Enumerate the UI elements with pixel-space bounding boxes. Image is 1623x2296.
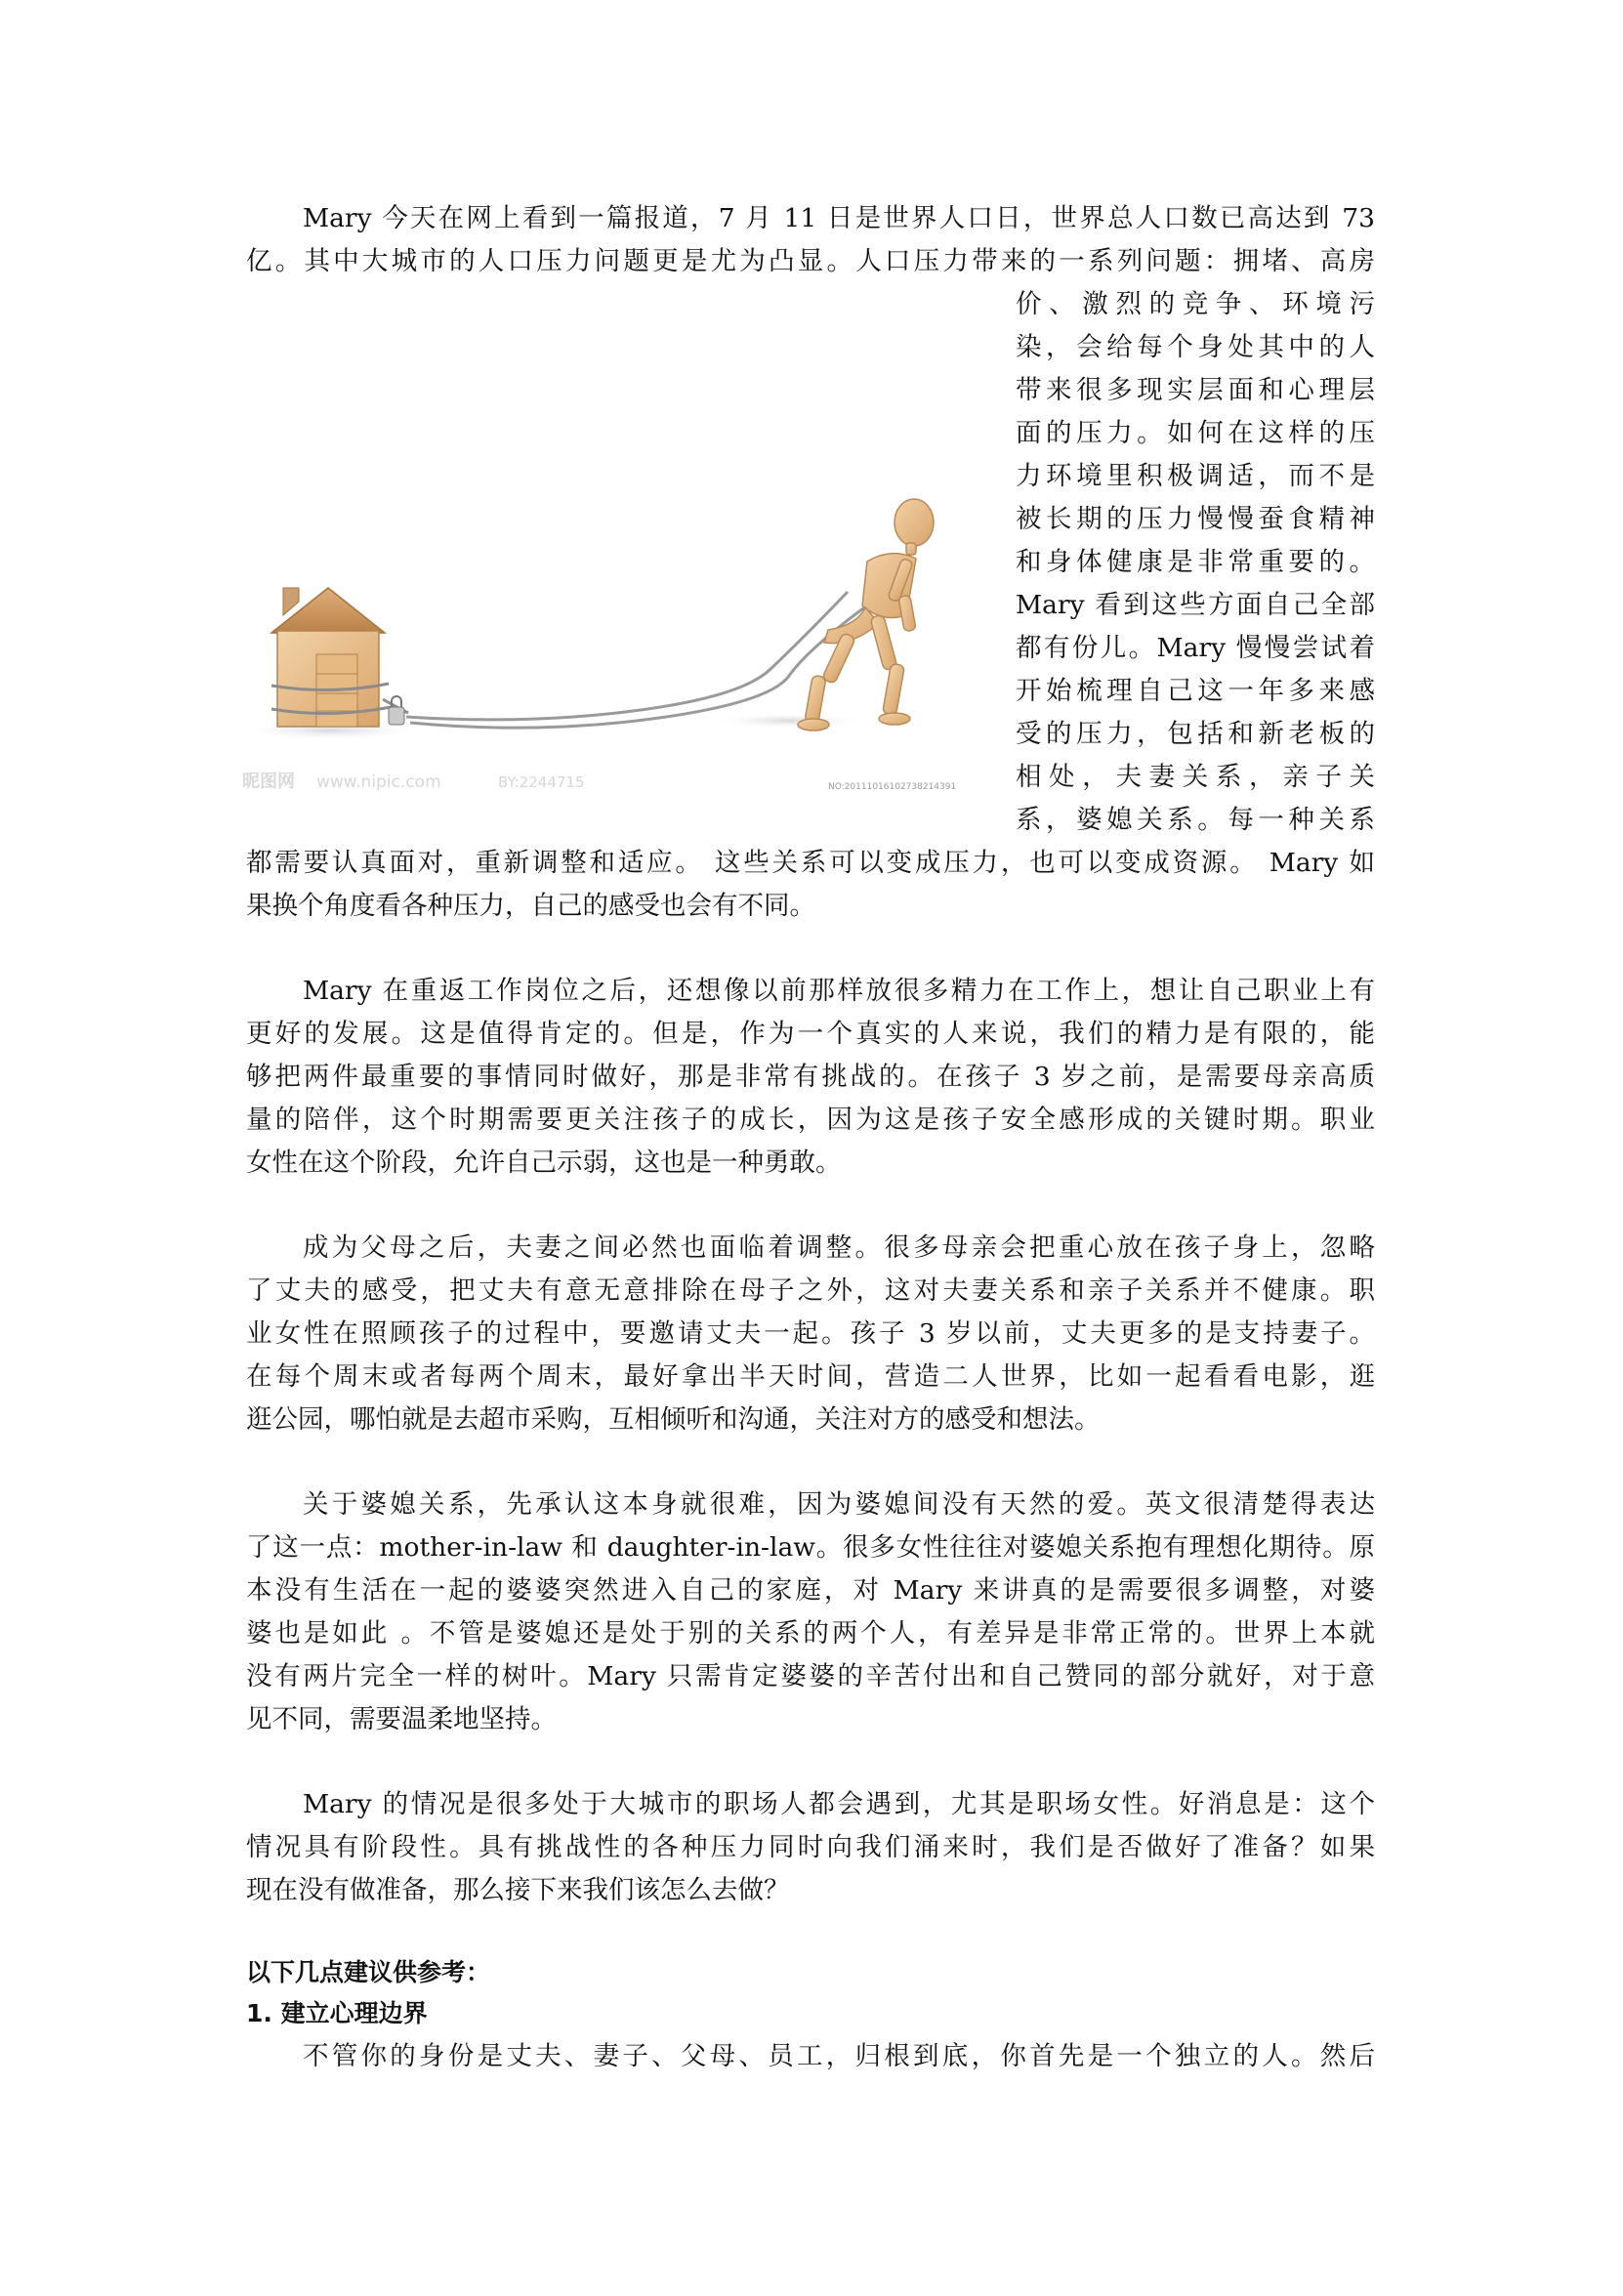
watermark — [242, 772, 956, 792]
paragraph-6-line: 不管你的身份是丈夫、妻子、父母、员工，归根到底，你首先是一个独立的人。然后 — [303, 2041, 1375, 2071]
wooden-mannequin — [798, 499, 934, 731]
paragraph-1-side-line: 染，会给每个身处其中的人 — [1016, 332, 1375, 362]
paragraph-4-line: 了这一点：mother-in-law 和 daughter-in-law。很多女性往往对婆媳关系抱有理想化期待。原 — [246, 1532, 1375, 1563]
paragraph-1-side-line: 受的压力，包括和新老板的 — [1016, 719, 1375, 749]
paragraph-4-line: 没有两片完全一样的树叶。Mary 只需肯定婆婆的辛苦付出和自己赞同的部分就好，对于意 — [246, 1661, 1375, 1691]
paragraph-4-line: 见不同，需要温柔地坚持。 — [246, 1704, 557, 1734]
paragraph-4-line: 婆也是如此 。不管是婆媳还是处于别的关系的两个人，有差异是非常正常的。世界上本就 — [246, 1618, 1375, 1649]
house-illustration — [271, 588, 385, 727]
watermark-url: www.nipic.com — [316, 772, 441, 792]
paragraph-4-line: 关于婆媳关系，先承认这本身就很难，因为婆媳间没有天然的爱。英文很清楚得表达 — [303, 1489, 1375, 1520]
paragraph-3-line: 逛公园，哪怕就是去超市采购，互相倾听和沟通，关注对方的感受和想法。 — [246, 1404, 1101, 1435]
paragraph-1-line-2: 亿。其中大城市的人口压力问题更是尤为凸显。人口压力带来的一系列问题：拥堵、高房 — [246, 246, 1375, 276]
paragraph-5-line: Mary 的情况是很多处于大城市的职场人都会遇到，尤其是职场女性。好消息是：这个 — [303, 1789, 1375, 1819]
paragraph-3-line: 业女性在照顾孩子的过程中，要邀请丈夫一起。孩子 3 岁以前，丈夫更多的是支持妻子。 — [246, 1318, 1375, 1349]
paragraph-2-line: 量的陪伴，这个时期需要更关注孩子的成长，因为这是孩子安全感形成的关键时期。职业 — [246, 1105, 1375, 1135]
watermark-by: BY:2244715 — [498, 773, 585, 791]
paragraph-1-line-1: Mary 今天在网上看到一篇报道，7 月 11 日是世界人口日，世界总人口数已高达到 73 — [303, 203, 1375, 233]
paragraph-1-side-line: 都有份儿。Mary 慢慢尝试着 — [1016, 633, 1375, 663]
paragraph-2-line: 更好的发展。这是值得肯定的。但是，作为一个真实的人来说，我们的精力是有限的，能 — [246, 1019, 1375, 1049]
paragraph-2-line: Mary 在重返工作岗位之后，还想像以前那样放很多精力在工作上，想让自己职业上有 — [303, 976, 1375, 1006]
paragraph-1-side-line: 面的压力。如何在这样的压 — [1016, 418, 1375, 448]
paragraph-1-side-line: 开始梳理自己这一年多来感 — [1016, 676, 1375, 706]
paragraph-1-side-line: 相处，夫妻关系，亲子关 — [1016, 762, 1375, 792]
paragraph-1-side-line: 系，婆媳关系。每一种关系 — [1016, 805, 1375, 835]
paragraph-2-line: 够把两件最重要的事情同时做好，那是非常有挑战的。在孩子 3 岁之前，是需要母亲高质 — [246, 1062, 1375, 1092]
chain — [406, 592, 867, 728]
suggestions-heading: 以下几点建议供参考： — [246, 1958, 491, 1986]
padlock-icon — [389, 696, 404, 725]
watermark-no: NO:20111016102738214391 — [828, 782, 957, 792]
paragraph-4-line: 本没有生活在一起的婆婆突然进入自己的家庭，对 Mary 来讲真的是需要很多调整，对婆 — [246, 1575, 1375, 1606]
paragraph-5-line: 情况具有阶段性。具有挑战性的各种压力同时向我们涌来时，我们是否做好了准备？如果 — [246, 1832, 1375, 1862]
section-heading-1: 1. 建立心理边界 — [246, 1999, 428, 2027]
paragraph-1-side-line: 被长期的压力慢慢蚕食精神 — [1016, 504, 1375, 534]
paragraph-1-end-line: 果换个角度看各种压力，自己的感受也会有不同。 — [246, 891, 815, 921]
paragraph-5-line: 现在没有做准备，那么接下来我们该怎么去做？ — [246, 1875, 790, 1905]
paragraph-3-line: 成为父母之后，夫妻之间必然也面临着调整。很多母亲会把重心放在孩子身上，忽略 — [303, 1232, 1375, 1263]
paragraph-1-end-line: 都需要认真面对，重新调整和适应。 这些关系可以变成压力，也可以变成资源。 Mary 如 — [246, 848, 1375, 878]
paragraph-1-side-line: Mary 看到这些方面自己全部 — [1016, 590, 1375, 620]
paragraph-1-side-line: 带来很多现实层面和心理层 — [1016, 375, 1375, 405]
paragraph-3-line: 了丈夫的感受，把丈夫有意无意排除在母子之外，这对夫妻关系和亲子关系并不健康。职 — [246, 1275, 1375, 1306]
paragraph-3-line: 在每个周末或者每两个周末，最好拿出半天时间，营造二人世界，比如一起看看电影，逛 — [246, 1361, 1375, 1392]
illustration-mannequin-chained-house — [242, 469, 1004, 820]
paragraph-2-line: 女性在这个阶段，允许自己示弱，这也是一种勇敢。 — [246, 1148, 842, 1178]
paragraph-1-side-line: 力环境里积极调适，而不是 — [1016, 461, 1375, 491]
paragraph-1-side-line: 和身体健康是非常重要的。 — [1016, 547, 1375, 577]
paragraph-1-side-line: 价、激烈的竞争、环境污 — [1016, 289, 1375, 319]
watermark-logo: 昵图网 — [242, 772, 295, 792]
